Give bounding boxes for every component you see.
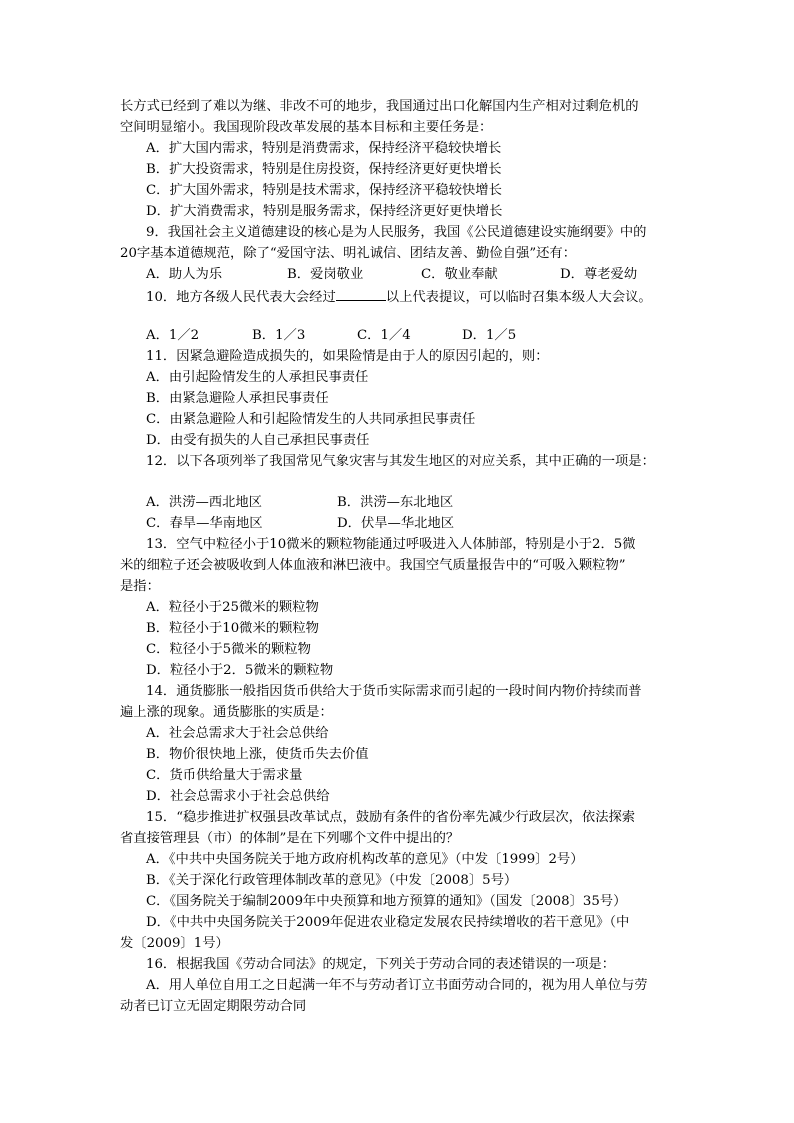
q9-option-b: B．爱岗敬业 xyxy=(287,267,364,282)
q12-option-b: B．洪涝—东北地区 xyxy=(337,495,454,510)
q11-option-b: B．由紧急避险人承担民事责任 xyxy=(146,391,329,406)
q9-stem-line-1: 9．我国社会主义道德建设的核心是为人民服务，我国《公民道德建设实施纲要》中的 xyxy=(146,225,647,240)
q15-option-d-line-1: D．《中共中央国务院关于2009年促进农业稳定发展农民持续增收的若干意见》（中 xyxy=(146,915,630,930)
q10-answer-blank xyxy=(336,287,386,301)
q14-option-c: C．货币供给量大于需求量 xyxy=(146,768,303,783)
q9-stem-line-2: 20字基本道德规范，除了“爱国守法、明礼诚信、团结友善、勤俭自强”还有： xyxy=(120,246,577,261)
q14-option-d: D．社会总需求小于社会总供给 xyxy=(146,789,330,804)
q15-option-c: C．《国务院关于编制2009年中央预算和地方预算的通知》（国发〔2008〕35号） xyxy=(146,894,627,909)
q8-option-b: B．扩大投资需求，特别是住房投资，保持经济更好更快增长 xyxy=(146,162,502,177)
q15-option-b: B．《关于深化行政管理体制改革的意见》（中发〔2008〕5号） xyxy=(146,873,518,888)
q13-stem-line-1: 13．空气中粒径小于10微米的颗粒物能通过呼吸进入人体肺部，特别是小于2．5微 xyxy=(146,537,636,552)
q14-stem-line-2: 遍上涨的现象。通货膨胀的实质是： xyxy=(120,705,333,720)
q9-option-a: A．助人为乐 xyxy=(146,267,223,282)
q13-option-d: D．粒径小于2．5微米的颗粒物 xyxy=(146,663,334,678)
q14-stem-line-1: 14．通货膨胀一般指因货币供给大于货币实际需求而引起的一段时间内物价持续而普 xyxy=(146,684,642,699)
q16-option-a-line-1: A．用人单位自用工之日起满一年不与劳动者订立书面劳动合同的，视为用人单位与劳 xyxy=(146,978,648,993)
q12-stem: 12．以下各项列举了我国常见气象灾害与其发生地区的对应关系，其中正确的一项是： xyxy=(146,454,655,469)
q8-stem-line-1: 长方式已经到了难以为继、非改不可的地步，我国通过出口化解国内生产相对过剩危机的 xyxy=(120,99,639,114)
q10-option-c: C．1／4 xyxy=(357,328,411,343)
q14-option-b: B．物价很快地上涨，使货币失去价值 xyxy=(146,747,369,762)
q11-stem: 11．因紧急避险造成损失的，如果险情是由于人的原因引起的，则： xyxy=(146,349,549,364)
q15-stem-line-1: 15．“稳步推进扩权强县改革试点，鼓励有条件的省份率先减少行政层次，依法探索 xyxy=(146,810,636,825)
q13-stem-line-3: 是指： xyxy=(120,579,160,594)
q10-option-d: D．1／5 xyxy=(462,328,517,343)
q13-option-c: C．粒径小于5微米的颗粒物 xyxy=(146,642,311,657)
q8-option-c: C．扩大国外需求，特别是技术需求，保持经济平稳较快增长 xyxy=(146,183,502,198)
q10-option-b: B．1／3 xyxy=(252,328,306,343)
q12-option-c: C．春旱—华南地区 xyxy=(146,516,263,531)
q16-stem: 16．根据我国《劳动合同法》的规定，下列关于劳动合同的表述错误的一项是： xyxy=(146,957,616,972)
q8-stem-line-2: 空间明显缩小。我国现阶段改革发展的基本目标和主要任务是： xyxy=(120,120,493,135)
q13-option-a: A．粒径小于25微米的颗粒物 xyxy=(146,600,319,615)
q13-stem-line-2: 米的细粒子还会被吸收到人体血液和淋巴液中。我国空气质量报告中的“可吸入颗粒物” xyxy=(120,558,626,573)
q15-option-d-line-2: 发〔2009〕1号） xyxy=(120,936,229,951)
q12-option-a: A．洪涝—西北地区 xyxy=(146,495,262,510)
q15-stem-line-2: 省直接管理县（市）的体制”是在下列哪个文件中提出的？ xyxy=(120,831,460,846)
q8-option-d: D．扩大消费需求，特别是服务需求，保持经济更好更快增长 xyxy=(146,204,503,219)
q12-option-d: D．伏旱—华北地区 xyxy=(337,516,455,531)
q13-option-b: B．粒径小于10微米的颗粒物 xyxy=(146,621,319,636)
q11-option-c: C．由紧急避险人和引起险情发生的人共同承担民事责任 xyxy=(146,412,476,427)
q14-option-a: A．社会总需求大于社会总供给 xyxy=(146,726,329,741)
q9-option-c: C．敬业奉献 xyxy=(421,267,498,282)
q10-stem xyxy=(146,287,652,307)
q15-option-a: A．《中共中央国务院关于地方政府机构改革的意见》（中发〔1999〕2号） xyxy=(146,852,584,867)
q11-option-a: A．由引起险情发生的人承担民事责任 xyxy=(146,370,369,385)
q8-option-a: A．扩大国内需求，特别是消费需求，保持经济平稳较快增长 xyxy=(146,141,502,156)
q10-option-a: A．1／2 xyxy=(146,328,200,343)
q11-option-d: D．由受有损失的人自己承担民事责任 xyxy=(146,433,370,448)
q10-stem-after: 以上代表提议，可以临时召集本级人大会议。 xyxy=(385,290,652,305)
q9-option-d: D．尊老爱幼 xyxy=(560,267,638,282)
q16-option-a-line-2: 动者已订立无固定期限劳动合同 xyxy=(120,999,307,1014)
q10-stem-before: 10．地方各级人民代表大会经过 xyxy=(146,290,336,305)
